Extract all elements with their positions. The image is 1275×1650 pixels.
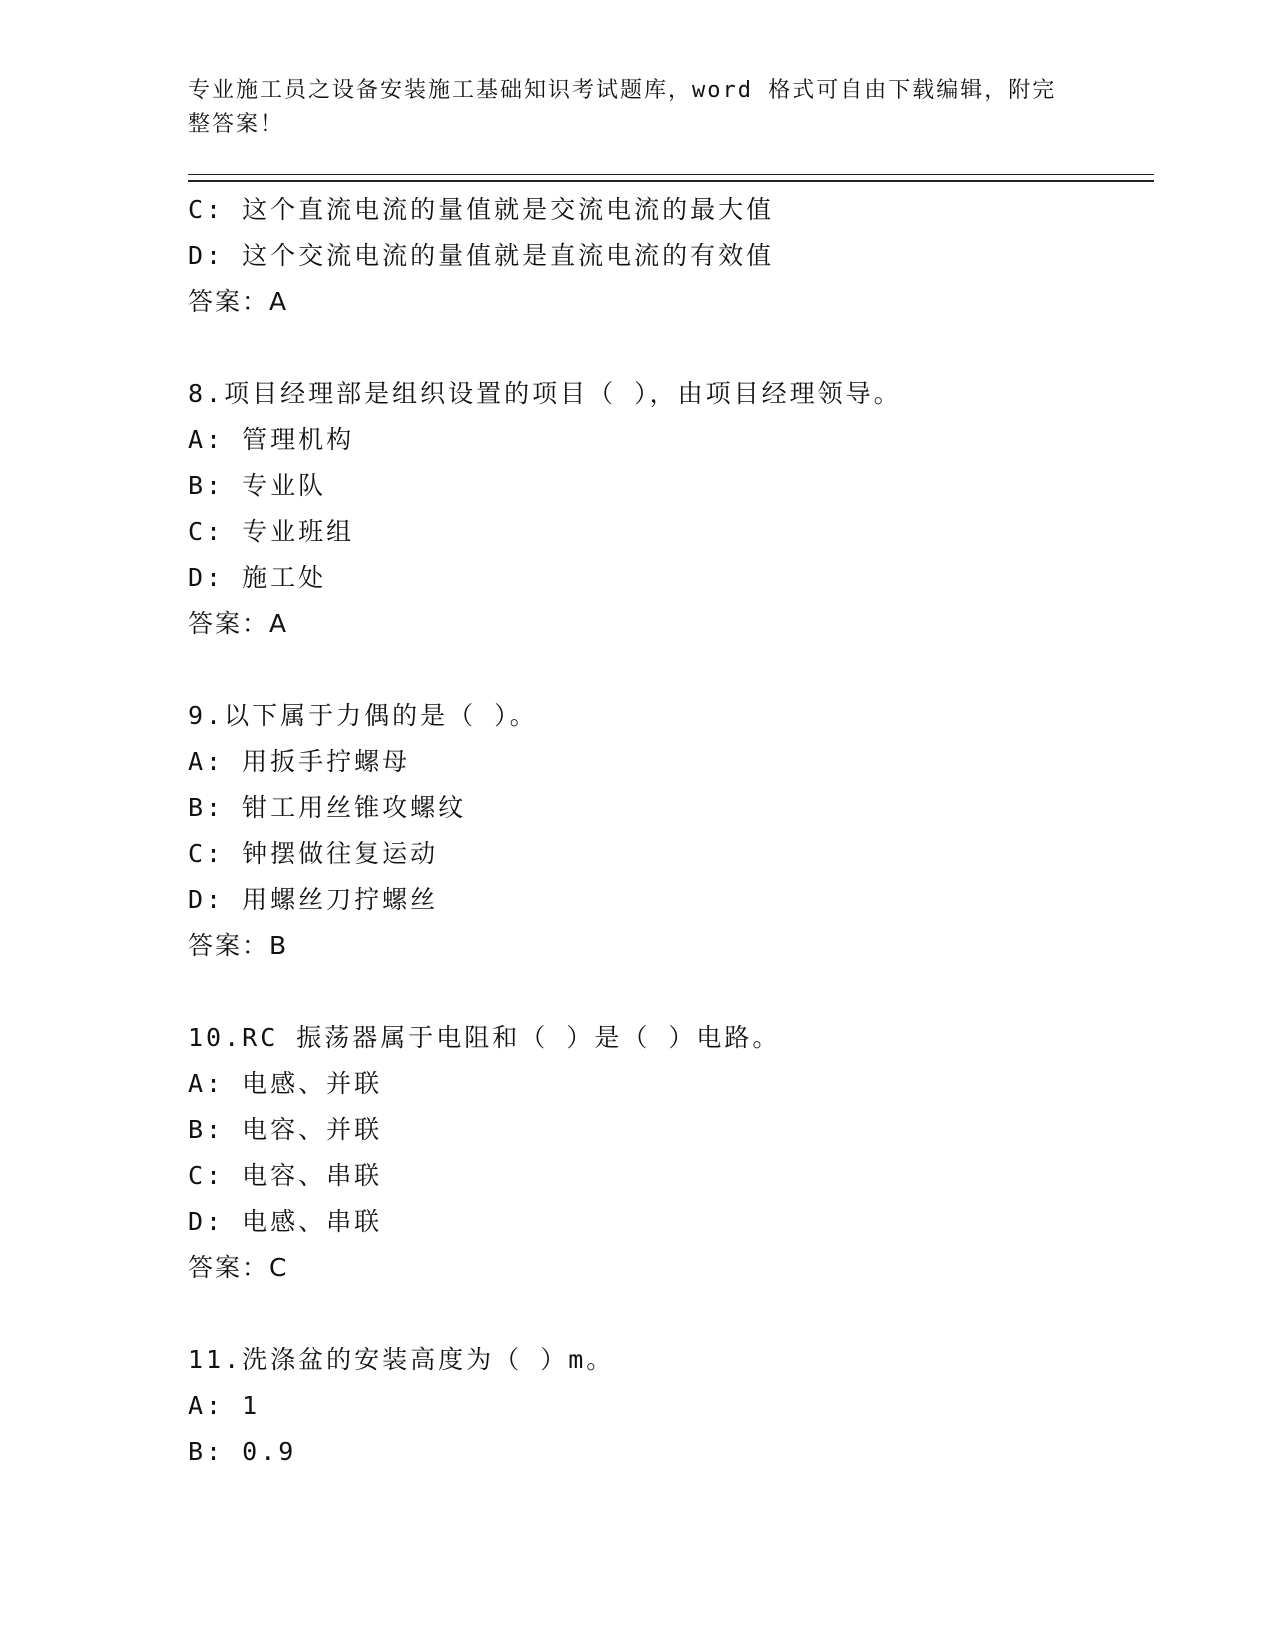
spacer (188, 325, 1154, 371)
option-a: A: 1 (188, 1391, 261, 1420)
header-divider-thick (188, 180, 1154, 182)
option-b: B: 专业队 (188, 471, 327, 500)
header-line-2: 整答案！ (188, 112, 285, 137)
option-a: A: 用扳手拧螺母 (188, 747, 411, 776)
question-stem: 9.以下属于力偶的是（ ）。 (188, 701, 538, 730)
question-stem: 11.洗涤盆的安装高度为（ ）m。 (188, 1345, 615, 1374)
spacer (188, 1291, 1154, 1337)
spacer (188, 969, 1154, 1015)
option-b: B: 电容、并联 (188, 1115, 383, 1144)
answer-line: 答案：A (188, 287, 289, 316)
option-c: C: 钟摆做往复运动 (188, 839, 439, 868)
question-stem: 8.项目经理部是组织设置的项目（ ），由项目经理领导。 (188, 379, 902, 408)
option-c: C: 专业班组 (188, 517, 355, 546)
option-d: D: 施工处 (188, 563, 327, 592)
option-b: B: 钳工用丝锥攻螺纹 (188, 793, 467, 822)
header-line-1: 专业施工员之设备安装施工基础知识考试题库，word 格式可自由下载编辑，附完 (188, 78, 1057, 103)
question-11 (188, 1337, 1154, 1475)
option-d: D: 用螺丝刀拧螺丝 (188, 885, 439, 914)
question-list (188, 187, 1154, 1475)
question-7-tail (188, 187, 1154, 325)
document-header (188, 74, 1068, 142)
answer-line: 答案：B (188, 931, 289, 960)
question-9 (188, 693, 1154, 969)
option-c: C: 电容、串联 (188, 1161, 383, 1190)
answer-line: 答案：C (188, 1253, 289, 1282)
option-a: A: 电感、并联 (188, 1069, 383, 1098)
question-8 (188, 371, 1154, 647)
option-a: A: 管理机构 (188, 425, 355, 454)
header-divider-thin (188, 174, 1154, 175)
option-d: D: 电感、串联 (188, 1207, 383, 1236)
answer-line: 答案：A (188, 609, 289, 638)
spacer (188, 647, 1154, 693)
option-c: C: 这个直流电流的量值就是交流电流的最大值 (188, 195, 775, 224)
question-stem: 10.RC 振荡器属于电阻和（ ）是（ ）电路。 (188, 1023, 781, 1052)
option-d: D: 这个交流电流的量值就是直流电流的有效值 (188, 241, 775, 270)
option-b: B: 0.9 (188, 1437, 297, 1466)
question-10 (188, 1015, 1154, 1291)
